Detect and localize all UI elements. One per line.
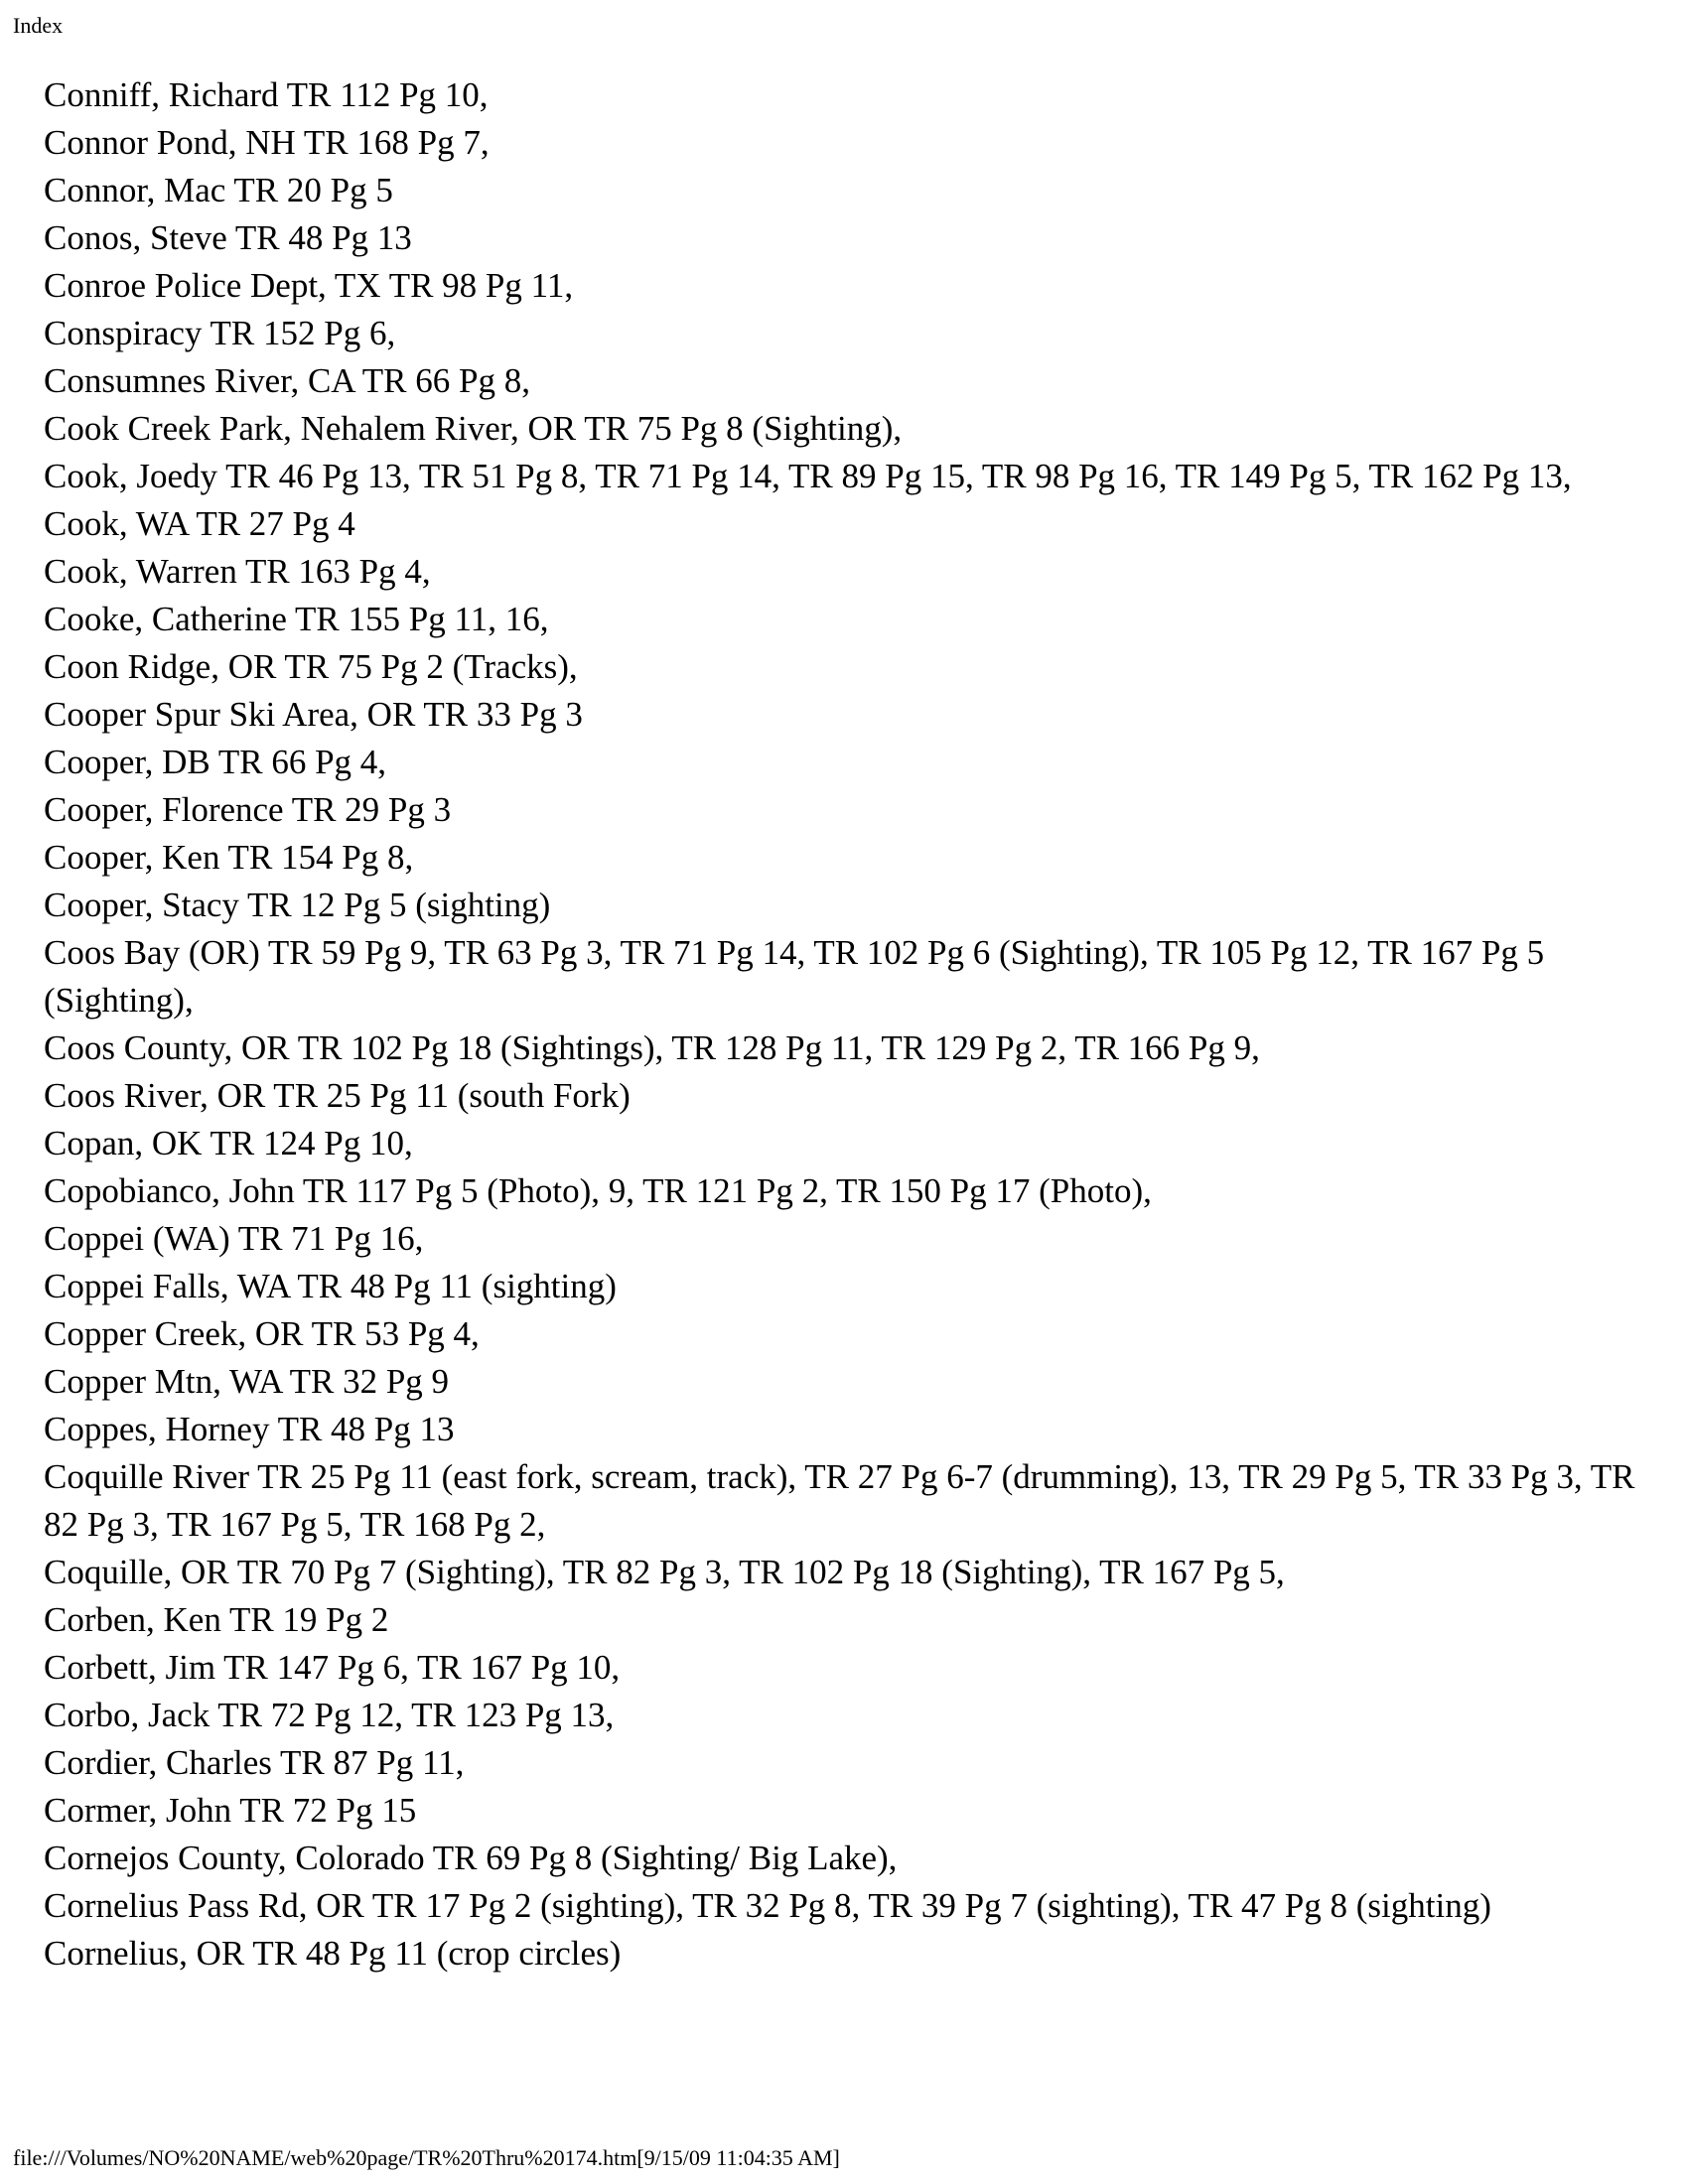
index-entry: Cook, Joedy TR 46 Pg 13, TR 51 Pg 8, TR 71 Pg 14, TR 89 Pg 15, TR 98 Pg 16, TR 149 Pg 5, TR 162 Pg 13,	[44, 457, 1572, 495]
index-entry: Cook, WA TR 27 Pg 4	[44, 504, 355, 543]
index-entry: Coquille River TR 25 Pg 11 (east fork, scream, track), TR 27 Pg 6-7 (drumming), 13, TR 29 Pg 5, TR 33 Pg 3, TR 82 Pg 3, TR 167 Pg 5, TR 168 Pg 2,	[44, 1457, 1635, 1544]
index-entry: Copan, OK TR 124 Pg 10,	[44, 1124, 413, 1162]
index-entry: Connor, Mac TR 20 Pg 5	[44, 171, 393, 209]
index-entry: Cooper, Stacy TR 12 Pg 5 (sighting)	[44, 886, 551, 924]
index-entry: Copper Mtn, WA TR 32 Pg 9	[44, 1362, 450, 1401]
index-entry: Corbo, Jack TR 72 Pg 12, TR 123 Pg 13,	[44, 1696, 615, 1734]
index-entry: Copper Creek, OR TR 53 Pg 4,	[44, 1314, 480, 1353]
index-entry: Coon Ridge, OR TR 75 Pg 2 (Tracks),	[44, 647, 578, 686]
index-entry: Cornelius Pass Rd, OR TR 17 Pg 2 (sighting), TR 32 Pg 8, TR 39 Pg 7 (sighting), TR 47 Pg 8 (sighting)	[44, 1886, 1491, 1925]
page-footer-url: file:///Volumes/NO%20NAME/web%20page/TR%20Thru%20174.htm[9/15/09 11:04:35 AM]	[13, 2145, 840, 2170]
index-entry: Conspiracy TR 152 Pg 6,	[44, 314, 396, 352]
index-entry: Cooper, Florence TR 29 Pg 3	[44, 790, 452, 829]
page-header-title: Index	[13, 13, 64, 38]
index-entry: Cornelius, OR TR 48 Pg 11 (crop circles)	[44, 1934, 622, 1973]
index-entry: Coos County, OR TR 102 Pg 18 (Sightings), TR 128 Pg 11, TR 129 Pg 2, TR 166 Pg 9,	[44, 1028, 1260, 1067]
index-entry: Cooper, DB TR 66 Pg 4,	[44, 743, 387, 781]
index-entry: Coos Bay (OR) TR 59 Pg 9, TR 63 Pg 3, TR 71 Pg 14, TR 102 Pg 6 (Sighting), TR 105 Pg 12, TR 167 Pg 5 (Sighting),	[44, 933, 1545, 1020]
index-entry: Coppes, Horney TR 48 Pg 13	[44, 1410, 455, 1448]
index-entry: Coppei (WA) TR 71 Pg 16,	[44, 1219, 424, 1258]
index-entry: Cooper Spur Ski Area, OR TR 33 Pg 3	[44, 695, 583, 734]
index-entry: Corbett, Jim TR 147 Pg 6, TR 167 Pg 10,	[44, 1648, 621, 1687]
index-entry: Coquille, OR TR 70 Pg 7 (Sighting), TR 82 Pg 3, TR 102 Pg 18 (Sighting), TR 167 Pg 5,	[44, 1553, 1285, 1591]
index-entry: Cornejos County, Colorado TR 69 Pg 8 (Sighting/ Big Lake),	[44, 1839, 898, 1877]
index-entry: Cook Creek Park, Nehalem River, OR TR 75 Pg 8 (Sighting),	[44, 409, 903, 448]
index-entry: Corben, Ken TR 19 Pg 2	[44, 1600, 389, 1639]
index-entry: Coppei Falls, WA TR 48 Pg 11 (sighting)	[44, 1267, 617, 1305]
index-entry: Cordier, Charles TR 87 Pg 11,	[44, 1743, 465, 1782]
index-entry: Cooper, Ken TR 154 Pg 8,	[44, 838, 414, 877]
index-entry: Cooke, Catherine TR 155 Pg 11, 16,	[44, 600, 549, 638]
index-entry: Conniff, Richard TR 112 Pg 10,	[44, 75, 489, 114]
index-entry: Cook, Warren TR 163 Pg 4,	[44, 552, 431, 591]
index-entry: Conroe Police Dept, TX TR 98 Pg 11,	[44, 266, 574, 305]
index-entry: Coos River, OR TR 25 Pg 11 (south Fork)	[44, 1076, 631, 1115]
index-entry: Connor Pond, NH TR 168 Pg 7,	[44, 123, 490, 162]
index-entry: Cormer, John TR 72 Pg 15	[44, 1791, 417, 1830]
index-entry-list	[44, 71, 1657, 1978]
index-entry: Consumnes River, CA TR 66 Pg 8,	[44, 361, 530, 400]
index-entry: Conos, Steve TR 48 Pg 13	[44, 218, 412, 257]
index-entry: Copobianco, John TR 117 Pg 5 (Photo), 9, TR 121 Pg 2, TR 150 Pg 17 (Photo),	[44, 1171, 1152, 1210]
